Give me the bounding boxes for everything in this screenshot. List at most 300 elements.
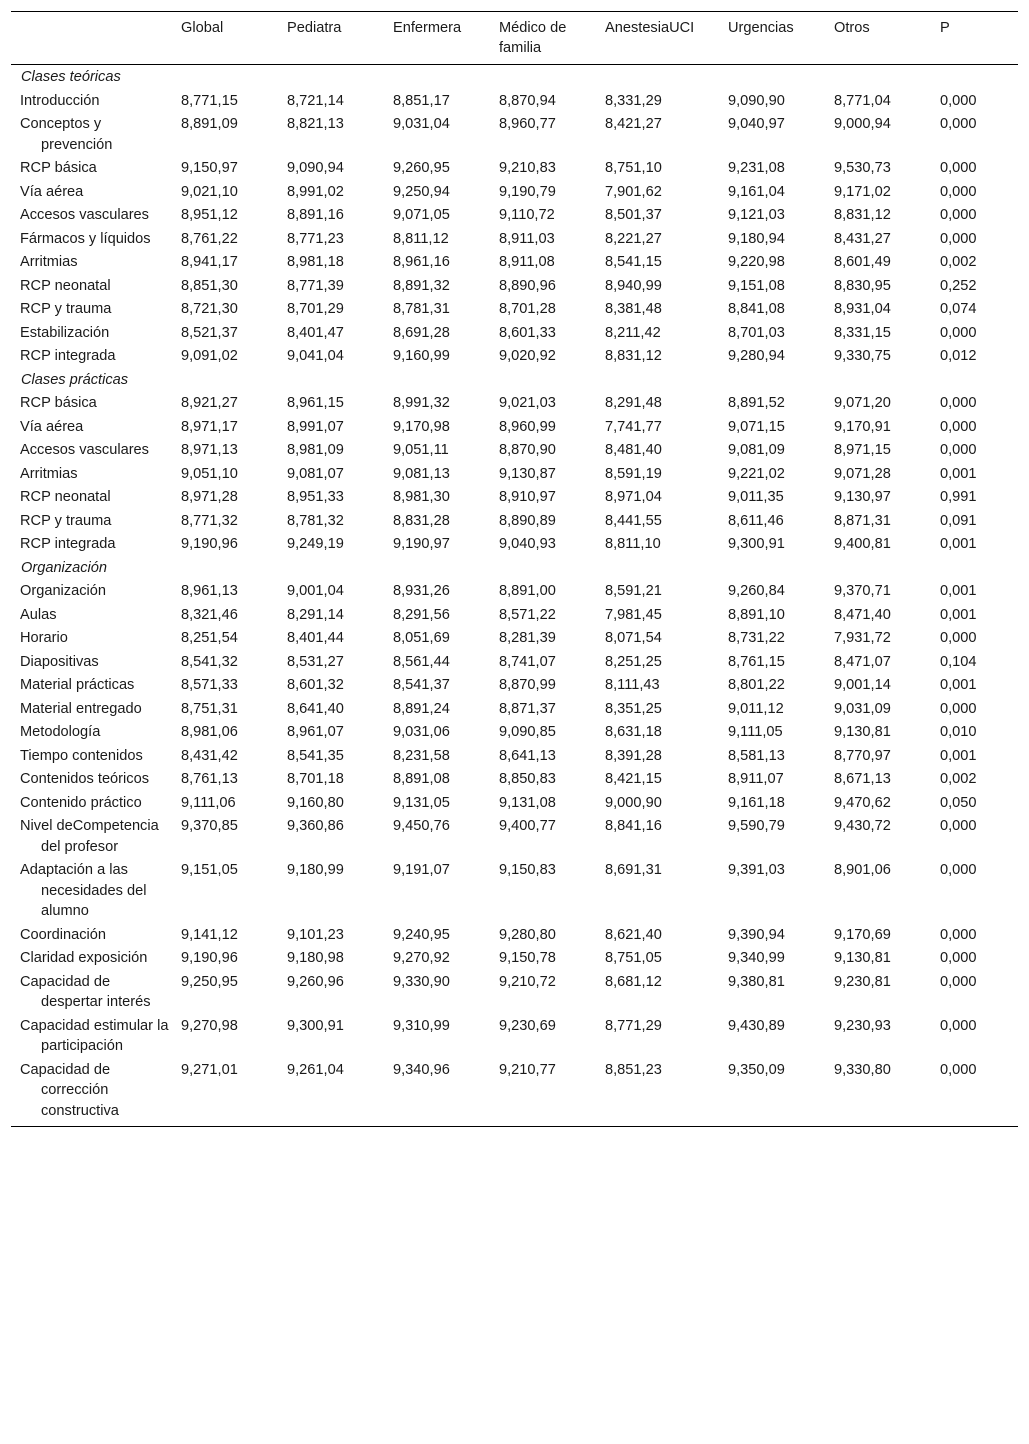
table-cell: 9,150,78 [499, 950, 556, 966]
table-cell: 9,280,94 [728, 348, 785, 364]
table-cell: 9,271,01 [181, 1061, 238, 1078]
table-cell: 9,210,77 [499, 1061, 556, 1078]
table-cell: 0,000 [940, 324, 977, 341]
table-cell: 8,071,54 [605, 630, 662, 646]
table-cell: 8,701,28 [499, 301, 556, 317]
table-row [11, 533, 1018, 557]
row-label: Capacidad de corrección constructiva [20, 1061, 119, 1119]
table-cell: 9,090,94 [287, 160, 344, 176]
table-cell: 0,000 [940, 116, 977, 132]
table-cell: 9,250,94 [393, 183, 450, 200]
row-label: Metodología [20, 724, 101, 740]
table-cell: 8,571,22 [499, 606, 556, 623]
table-cell: 9,261,04 [287, 1061, 344, 1078]
table-cell: 9,111,05 [728, 724, 783, 740]
table-cell: 9,470,62 [834, 794, 891, 811]
table-cell: 9,041,04 [287, 348, 344, 364]
table-row [11, 113, 1018, 157]
table-row [11, 604, 1018, 628]
table-cell: 9,081,07 [287, 465, 344, 482]
table-cell: 8,960,99 [499, 418, 556, 435]
table-cell: 8,471,07 [834, 653, 891, 670]
section-title: Clases teóricas [21, 69, 121, 85]
table-row [11, 204, 1018, 228]
table-cell: 8,921,27 [181, 395, 238, 411]
column-header-medico-de-familia: Médico de familia [495, 12, 601, 65]
table-cell: 8,951,12 [181, 207, 238, 223]
table-cell: 9,270,98 [181, 1017, 238, 1034]
table-cell: 9,450,76 [393, 818, 450, 834]
table-cell: 8,971,15 [834, 442, 891, 458]
table-cell: 9,190,96 [181, 536, 238, 552]
table-cell: 9,330,90 [393, 973, 450, 990]
table-cell: 8,691,28 [393, 324, 450, 341]
table-cell: 9,400,81 [834, 536, 891, 552]
table-cell: 8,870,90 [499, 442, 556, 458]
table-cell: 8,961,07 [287, 724, 344, 740]
table-cell: 8,911,07 [728, 771, 784, 787]
table-cell: 8,931,04 [834, 301, 891, 317]
table-cell: 8,991,32 [393, 395, 450, 411]
table-cell: 9,340,96 [393, 1061, 450, 1078]
column-header-anestesia-uci: AnestesiaUCI [601, 12, 724, 65]
table-cell: 8,991,07 [287, 418, 344, 435]
table-cell: 0,001 [940, 747, 977, 764]
table-cell: 9,020,92 [499, 348, 556, 364]
row-label: Claridad exposición [20, 950, 148, 966]
table-cell: 9,390,94 [728, 926, 785, 943]
table-cell: 8,951,33 [287, 489, 344, 505]
table-cell: 9,231,08 [728, 160, 785, 176]
table-cell: 8,830,95 [834, 277, 891, 294]
table-cell: 9,161,04 [728, 183, 785, 200]
table-cell: 8,561,44 [393, 653, 450, 670]
table-cell: 0,000 [940, 818, 977, 834]
table-cell: 9,150,97 [181, 160, 238, 176]
table-row [11, 251, 1018, 275]
table-cell: 0,000 [940, 926, 977, 943]
table-cell: 8,681,12 [605, 973, 662, 990]
table-cell: 8,961,16 [393, 254, 450, 270]
row-label: Adaptación a las necesidades del alumno [20, 862, 147, 919]
row-label: Material prácticas [20, 677, 135, 693]
table-cell: 0,000 [940, 1017, 977, 1034]
table-row [11, 721, 1018, 745]
table-cell: 9,340,99 [728, 950, 785, 966]
table-cell: 9,071,28 [834, 465, 891, 482]
table-cell: 8,971,17 [181, 418, 238, 435]
table-cell: 9,310,99 [393, 1017, 450, 1034]
table-cell: 0,000 [940, 207, 977, 223]
table-cell: 8,771,39 [287, 277, 344, 294]
table-header [11, 12, 1018, 65]
table-cell: 9,110,72 [499, 207, 555, 223]
table-cell: 9,180,99 [287, 862, 344, 878]
table-cell: 9,230,81 [834, 973, 891, 990]
table-cell: 9,051,10 [181, 465, 238, 482]
table-cell: 8,481,40 [605, 442, 662, 458]
table-cell: 8,770,97 [834, 747, 891, 764]
table-cell: 0,000 [940, 700, 977, 717]
table-cell: 8,981,30 [393, 489, 450, 505]
table-cell: 9,370,71 [834, 583, 891, 599]
table-cell: 8,821,13 [287, 116, 344, 132]
table-cell: 7,901,62 [605, 183, 662, 200]
results-table [11, 11, 1018, 1127]
table-cell: 9,051,11 [393, 442, 449, 458]
table-cell: 8,831,12 [834, 207, 891, 223]
table-cell: 8,671,13 [834, 771, 891, 787]
table-cell: 9,300,91 [728, 536, 785, 552]
header-row [11, 12, 1018, 65]
table-cell: 8,721,14 [287, 92, 344, 109]
column-header-global: Global [177, 12, 283, 65]
table-cell: 8,910,97 [499, 489, 556, 505]
table-cell: 9,011,12 [728, 700, 784, 717]
table-cell: 8,981,06 [181, 724, 238, 740]
table-cell: 8,751,10 [605, 160, 662, 176]
table-cell: 8,771,15 [181, 92, 238, 109]
table-cell: 9,260,95 [393, 160, 450, 176]
table-cell: 8,901,06 [834, 862, 891, 878]
table-cell: 8,641,40 [287, 700, 344, 717]
table-cell: 8,831,28 [393, 512, 450, 529]
table-cell: 8,981,18 [287, 254, 344, 270]
table-cell: 9,391,03 [728, 862, 785, 878]
table-cell: 8,781,31 [393, 301, 450, 317]
table-cell: 0,002 [940, 771, 977, 787]
table-cell: 8,631,18 [605, 724, 662, 740]
table-cell: 8,621,40 [605, 926, 662, 943]
table-cell: 0,012 [940, 348, 977, 364]
table-cell: 9,330,75 [834, 348, 891, 364]
table-cell: 9,040,93 [499, 536, 556, 552]
table-cell: 9,350,09 [728, 1061, 785, 1078]
table-row [11, 627, 1018, 651]
table-cell: 0,000 [940, 418, 977, 435]
table-cell: 8,890,89 [499, 512, 556, 529]
row-label: Nivel deCompetencia del profesor [20, 818, 159, 855]
table-cell: 9,031,04 [393, 116, 450, 132]
table-cell: 9,171,02 [834, 183, 891, 200]
row-label: RCP y trauma [20, 512, 112, 529]
table-row [11, 651, 1018, 675]
table-cell: 8,331,29 [605, 92, 662, 109]
table-cell: 8,541,37 [393, 677, 450, 693]
table-cell: 8,911,08 [499, 254, 555, 270]
table-cell: 8,781,32 [287, 512, 344, 529]
table-cell: 9,090,85 [499, 724, 556, 740]
table-cell: 8,940,99 [605, 277, 662, 294]
table-cell: 9,021,10 [181, 183, 238, 200]
table-cell: 8,961,15 [287, 395, 344, 411]
table-cell: 9,131,08 [499, 794, 556, 811]
table-cell: 9,011,35 [728, 489, 784, 505]
table-cell: 8,991,02 [287, 183, 344, 200]
table-row [11, 345, 1018, 369]
table-row [11, 416, 1018, 440]
section-row [11, 65, 1018, 90]
table-cell: 9,220,98 [728, 254, 785, 270]
table-cell: 8,601,33 [499, 324, 556, 341]
table-cell: 9,160,80 [287, 794, 344, 811]
table-cell: 0,000 [940, 92, 977, 109]
table-cell: 8,771,29 [605, 1017, 662, 1034]
row-label: Accesos vasculares [20, 442, 149, 458]
table-cell: 8,051,69 [393, 630, 450, 646]
table-row [11, 90, 1018, 114]
table-cell: 9,210,72 [499, 973, 556, 990]
table-cell: 8,291,56 [393, 606, 450, 623]
row-label: RCP integrada [20, 536, 116, 552]
table-cell: 9,081,09 [728, 442, 785, 458]
table-cell: 8,850,83 [499, 771, 556, 787]
table-cell: 9,270,92 [393, 950, 450, 966]
table-cell: 9,111,06 [181, 794, 236, 811]
table-cell: 8,870,94 [499, 92, 556, 109]
table-row [11, 510, 1018, 534]
table-row [11, 815, 1018, 859]
table-cell: 0,001 [940, 677, 977, 693]
table-cell: 0,001 [940, 606, 977, 623]
table-cell: 9,191,07 [393, 862, 450, 878]
row-label: RCP neonatal [20, 489, 111, 505]
table-cell: 8,441,55 [605, 512, 662, 529]
section-title: Organización [21, 559, 107, 576]
table-cell: 8,351,25 [605, 700, 662, 717]
table-cell: 8,960,77 [499, 116, 556, 132]
table-cell: 8,841,08 [728, 301, 785, 317]
row-label: RCP neonatal [20, 277, 111, 294]
table-cell: 9,031,06 [393, 724, 450, 740]
table-cell: 8,751,05 [605, 950, 662, 966]
table-cell: 8,421,15 [605, 771, 662, 787]
table-row [11, 859, 1018, 924]
table-cell: 9,121,03 [728, 207, 785, 223]
table-cell: 9,081,13 [393, 465, 450, 482]
table-cell: 9,071,20 [834, 395, 891, 411]
table-cell: 8,771,32 [181, 512, 238, 529]
table-cell: 8,571,33 [181, 677, 238, 693]
section-row [11, 369, 1018, 393]
table-cell: 8,870,99 [499, 677, 556, 693]
table-cell: 9,170,69 [834, 926, 891, 943]
table-cell: 9,130,81 [834, 724, 891, 740]
table-cell: 9,150,83 [499, 862, 556, 878]
table-cell: 8,591,19 [605, 465, 662, 482]
table-cell: 7,981,45 [605, 606, 662, 623]
column-header-enfermera: Enfermera [389, 12, 495, 65]
table-cell: 0,000 [940, 395, 977, 411]
row-label: Coordinación [20, 926, 106, 943]
row-label: Capacidad de despertar interés [20, 973, 151, 1010]
table-cell: 9,360,86 [287, 818, 344, 834]
table-cell: 9,330,80 [834, 1061, 891, 1078]
table-cell: 8,721,30 [181, 301, 238, 317]
table-cell: 0,001 [940, 465, 977, 482]
row-label: Organización [20, 583, 106, 599]
table-cell: 9,130,97 [834, 489, 891, 505]
table-cell: 9,130,87 [499, 465, 556, 482]
table-cell: 8,581,13 [728, 747, 785, 764]
table-cell: 8,291,14 [287, 606, 344, 623]
table-row [11, 439, 1018, 463]
table-cell: 8,971,13 [181, 442, 238, 458]
table-cell: 8,281,39 [499, 630, 556, 646]
table-cell: 0,000 [940, 973, 977, 990]
table-row [11, 392, 1018, 416]
table-row [11, 322, 1018, 346]
table-cell: 9,530,73 [834, 160, 891, 176]
table-cell: 0,991 [940, 489, 977, 505]
table-cell: 8,421,27 [605, 116, 662, 132]
table-row [11, 924, 1018, 948]
table-cell: 8,731,22 [728, 630, 785, 646]
table-cell: 9,590,79 [728, 818, 785, 834]
table-cell: 8,401,47 [287, 324, 344, 341]
table-cell: 9,190,79 [499, 183, 556, 200]
table-cell: 8,381,48 [605, 301, 662, 317]
table-cell: 8,541,15 [605, 254, 662, 270]
table-cell: 9,430,89 [728, 1017, 785, 1034]
table-cell: 9,230,69 [499, 1017, 556, 1034]
row-label: Material entregado [20, 700, 142, 717]
table-row [11, 768, 1018, 792]
table-cell: 8,501,37 [605, 207, 662, 223]
table-cell: 8,601,49 [834, 254, 891, 270]
table-cell: 0,091 [940, 512, 977, 529]
table-row [11, 971, 1018, 1015]
table-row [11, 1059, 1018, 1127]
table-cell: 8,541,35 [287, 747, 344, 764]
table-cell: 9,430,72 [834, 818, 891, 834]
table-cell: 8,611,46 [728, 512, 784, 529]
table-cell: 0,001 [940, 536, 977, 552]
row-label: Contenidos teóricos [20, 771, 149, 787]
table-cell: 8,891,00 [499, 583, 556, 599]
table-cell: 9,280,80 [499, 926, 556, 943]
table-cell: 9,040,97 [728, 116, 785, 132]
table-cell: 9,101,23 [287, 926, 344, 943]
table-cell: 9,021,03 [499, 395, 556, 411]
table-cell: 9,180,98 [287, 950, 344, 966]
table-cell: 8,291,48 [605, 395, 662, 411]
table-cell: 8,771,23 [287, 230, 344, 247]
table-cell: 8,601,32 [287, 677, 344, 693]
table-cell: 8,221,27 [605, 230, 662, 247]
row-label: RCP básica [20, 160, 97, 176]
table-cell: 9,071,15 [728, 418, 785, 435]
table-cell: 9,400,77 [499, 818, 556, 834]
section-row [11, 557, 1018, 581]
table-cell: 8,841,16 [605, 818, 662, 834]
table-cell: 8,931,26 [393, 583, 450, 599]
table-cell: 8,521,37 [181, 324, 238, 341]
table-cell: 7,741,77 [605, 418, 662, 435]
table-cell: 9,190,97 [393, 536, 450, 552]
table-cell: 8,331,15 [834, 324, 891, 341]
row-label: Fármacos y líquidos [20, 230, 151, 247]
table-cell: 8,391,28 [605, 747, 662, 764]
row-label: RCP y trauma [20, 301, 112, 317]
table-cell: 8,541,32 [181, 653, 238, 670]
table-cell: 8,851,23 [605, 1061, 662, 1078]
table-cell: 7,931,72 [834, 630, 891, 646]
table-cell: 8,531,27 [287, 653, 344, 670]
row-label: Accesos vasculares [20, 207, 149, 223]
column-header-otros: Otros [830, 12, 936, 65]
row-label: Diapositivas [20, 653, 99, 670]
table-cell: 9,141,12 [181, 926, 238, 943]
row-label: Vía aérea [20, 418, 84, 435]
table-cell: 9,130,81 [834, 950, 891, 966]
row-label: Aulas [20, 606, 57, 623]
table-cell: 8,641,13 [499, 747, 556, 764]
table-cell: 0,000 [940, 1061, 977, 1078]
row-label: Capacidad estimular la participación [20, 1017, 169, 1054]
table-cell: 0,050 [940, 794, 977, 811]
table-cell: 8,751,31 [181, 700, 238, 717]
table-cell: 9,249,19 [287, 536, 344, 552]
table-cell: 8,251,54 [181, 630, 238, 646]
table-cell: 9,031,09 [834, 700, 891, 717]
table-cell: 8,111,43 [605, 677, 660, 693]
table-row [11, 463, 1018, 487]
table-cell: 0,000 [940, 950, 977, 966]
row-label: Tiempo contenidos [20, 747, 143, 764]
table-cell: 0,001 [940, 583, 977, 599]
table-cell: 9,001,04 [287, 583, 344, 599]
column-header-urgencias: Urgencias [724, 12, 830, 65]
table-cell: 8,431,27 [834, 230, 891, 247]
table-cell: 8,741,07 [499, 653, 556, 670]
row-label: Conceptos y prevención [20, 116, 113, 153]
table-cell: 8,851,30 [181, 277, 238, 294]
table-cell: 9,250,95 [181, 973, 238, 990]
table-row [11, 745, 1018, 769]
row-label: RCP básica [20, 395, 97, 411]
table-cell: 8,701,29 [287, 301, 344, 317]
table-cell: 9,151,05 [181, 862, 238, 878]
table-cell: 8,911,03 [499, 230, 555, 247]
table-cell: 8,211,42 [605, 324, 661, 341]
table-cell: 8,891,10 [728, 606, 785, 623]
table-cell: 0,000 [940, 630, 977, 646]
table-row [11, 1015, 1018, 1059]
table-cell: 0,000 [940, 160, 977, 176]
table-cell: 8,891,08 [393, 771, 450, 787]
table-cell: 8,851,17 [393, 92, 450, 109]
table-cell: 9,190,96 [181, 950, 238, 966]
table-cell: 8,891,16 [287, 207, 344, 223]
table-cell: 8,891,32 [393, 277, 450, 294]
table-cell: 8,811,12 [393, 230, 449, 247]
table-cell: 9,260,84 [728, 583, 785, 599]
table-cell: 9,380,81 [728, 973, 785, 990]
row-label: Vía aérea [20, 183, 84, 200]
row-label: Contenido práctico [20, 794, 142, 811]
table-cell: 8,761,15 [728, 653, 785, 670]
table-cell: 8,981,09 [287, 442, 344, 458]
table-cell: 9,090,90 [728, 92, 785, 109]
table-row [11, 275, 1018, 299]
table-cell: 8,890,96 [499, 277, 556, 294]
table-cell: 0,000 [940, 862, 977, 878]
table-cell: 8,701,18 [287, 771, 344, 787]
table-cell: 8,761,13 [181, 771, 238, 787]
table-cell: 8,941,17 [181, 254, 238, 270]
table-cell: 9,240,95 [393, 926, 450, 943]
